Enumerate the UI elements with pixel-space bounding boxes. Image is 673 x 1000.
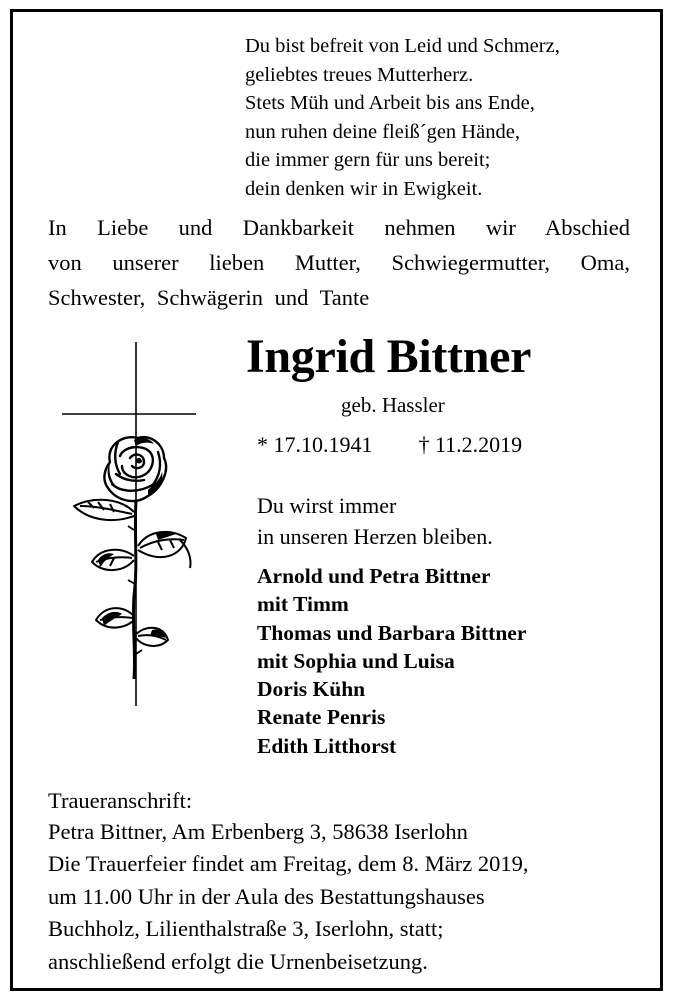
mourner-line: Doris Kühn xyxy=(257,677,366,702)
mourner-line: Edith Litthorst xyxy=(257,733,397,758)
intro-line: In Liebe und Dankbarkeit nehmen wir Abschied xyxy=(48,215,630,240)
ceremony-line: um 11.00 Uhr in der Aula des Bestattungshauses xyxy=(48,883,485,909)
cross-with-rose-icon xyxy=(58,334,198,714)
birth-date: * 17.10.1941 xyxy=(257,432,373,457)
farewell-intro xyxy=(48,210,630,315)
ceremony-line: Die Trauerfeier findet am Freitag, dem 8. März 2019, xyxy=(48,851,529,876)
mourner-line: Thomas und Barbara Bittner xyxy=(257,620,527,645)
mourner-line: mit Timm xyxy=(257,592,349,617)
life-dates xyxy=(257,429,637,461)
poem-line: dein denken wir in Ewigkeit. xyxy=(245,177,483,200)
mourning-address xyxy=(48,785,468,847)
quote-line: Du wirst immer xyxy=(257,493,397,518)
ceremony-line: Buchholz, Lilienthalstraße 3, Iserlohn, statt; xyxy=(48,916,444,941)
mourner-line: mit Sophia und Luisa xyxy=(257,648,455,673)
obituary-notice xyxy=(10,9,663,991)
intro-line: von unserer lieben Mutter, Schwiegermutter, Oma, xyxy=(48,250,630,275)
memorial-poem xyxy=(245,32,645,204)
poem-line: geliebtes treues Mutterherz. xyxy=(245,63,474,86)
poem-line: die immer gern für uns bereit; xyxy=(245,149,491,172)
poem-line: Stets Müh und Arbeit bis ans Ende, xyxy=(245,92,535,115)
poem-line: nun ruhen deine fleiß´gen Hände, xyxy=(245,120,520,143)
quote-line: in unseren Herzen bleiben. xyxy=(257,524,493,549)
poem-line: Du bist befreit von Leid und Schmerz, xyxy=(245,35,560,57)
mourners-list xyxy=(257,562,526,760)
remembrance-quote xyxy=(257,490,493,552)
address-line: Petra Bittner, Am Erbenberg 3, 58638 Iserlohn xyxy=(48,819,468,844)
mourner-line: Arnold und Petra Bittner xyxy=(257,564,491,588)
mourner-line: Renate Penris xyxy=(257,705,386,730)
birth-name: geb. Hassler xyxy=(341,393,445,417)
death-date: † 11.2.2019 xyxy=(418,432,523,457)
ceremony-line: anschließend erfolgt die Urnenbeisetzung. xyxy=(48,948,428,974)
ceremony-details xyxy=(48,848,630,978)
intro-line: Schwester, Schwägerin und Tante xyxy=(48,285,370,310)
address-label: Traueranschrift: xyxy=(48,788,193,813)
deceased-name: Ingrid Bittner xyxy=(246,330,532,383)
